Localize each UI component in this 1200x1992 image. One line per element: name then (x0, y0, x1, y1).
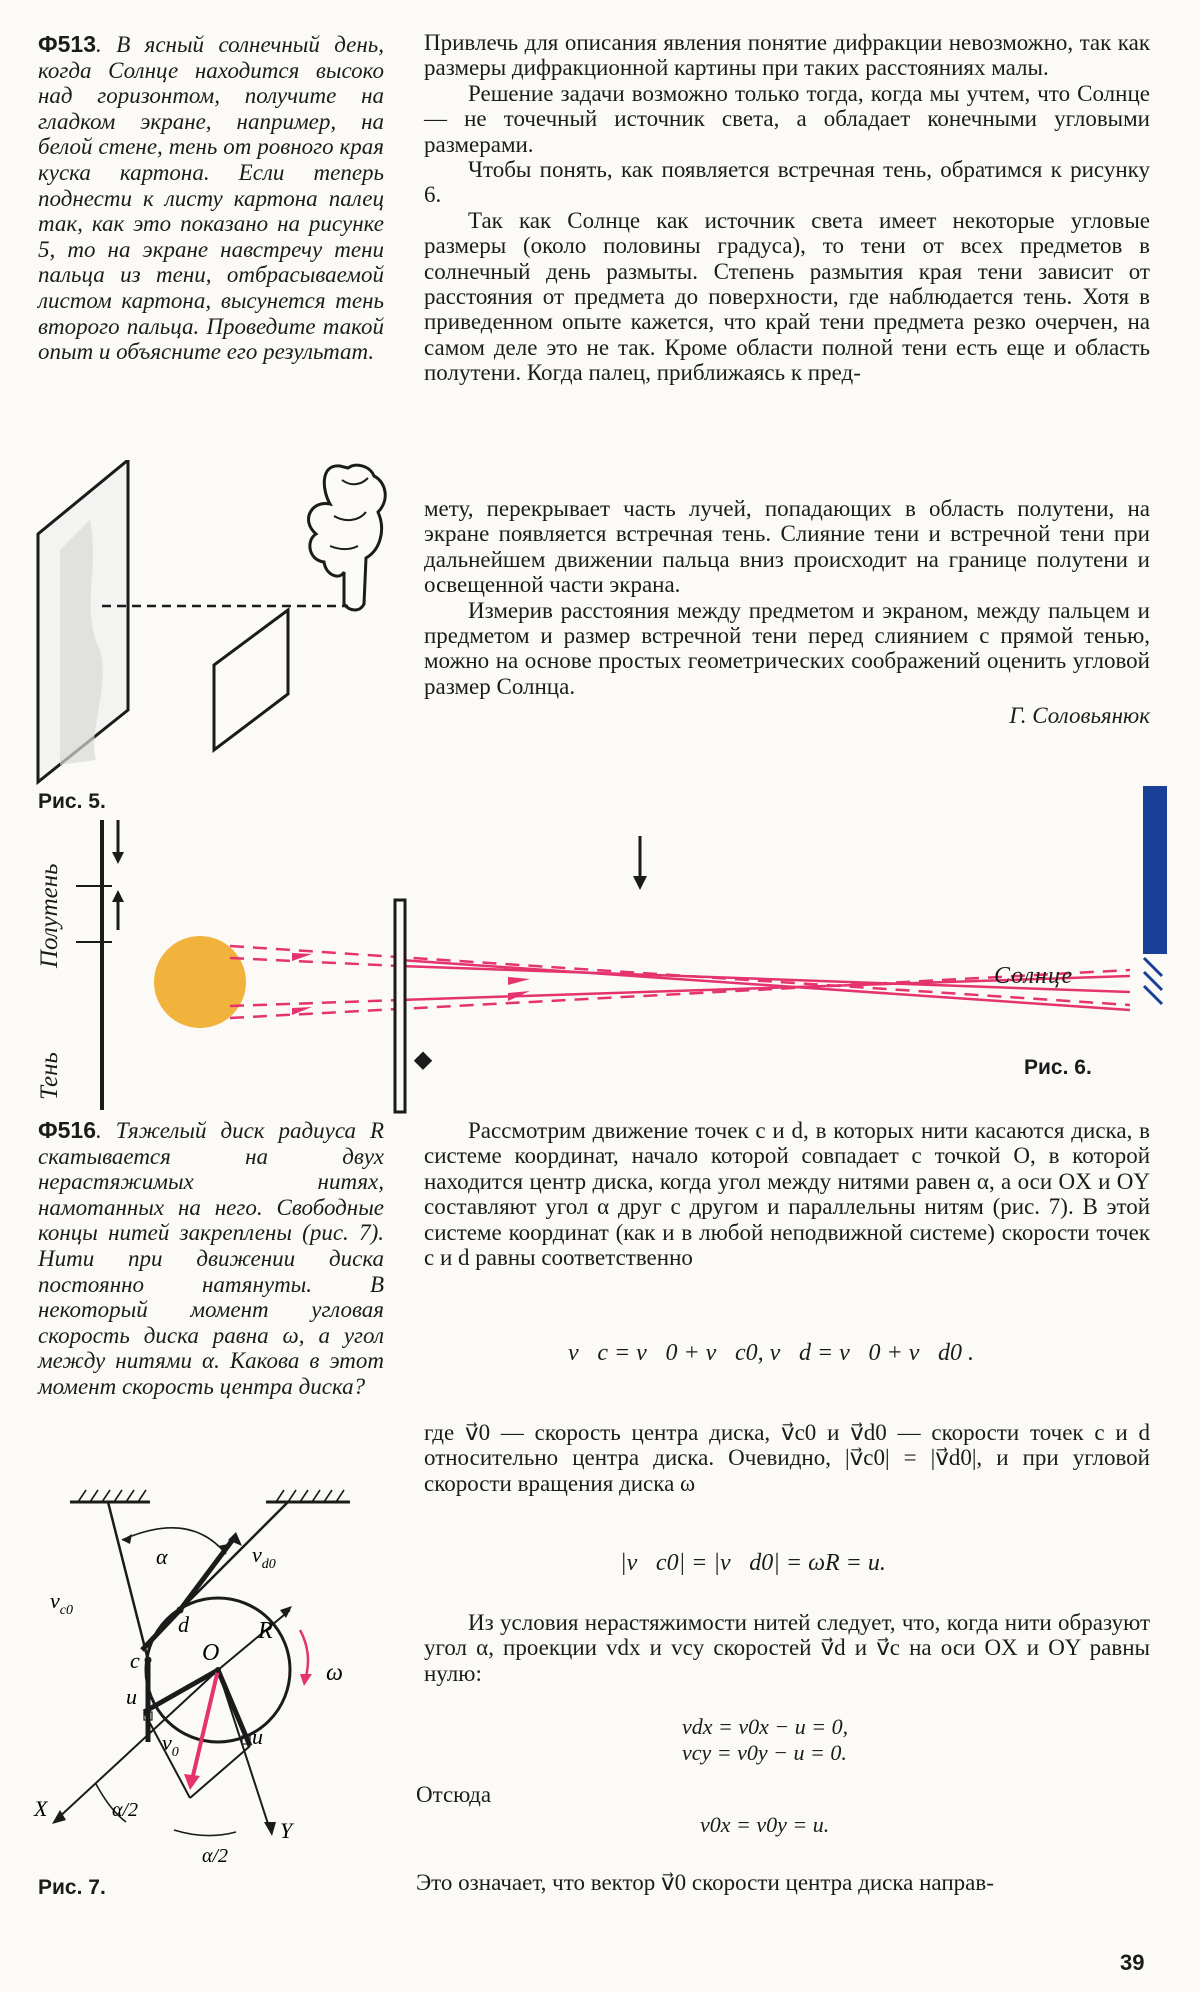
problem-516-number: Ф516 (38, 1117, 97, 1143)
fig6-arrow-up-icon (112, 890, 124, 902)
fig7-omega-arrow-icon (300, 1674, 312, 1686)
fig7-omega-arrow (300, 1630, 308, 1676)
fig7-label-u2: u (252, 1724, 263, 1749)
problem-513-number: Ф513 (38, 31, 97, 57)
solution-516-eq1: v⃗c = v⃗0 + v⃗c0, v⃗d = v⃗0 + v⃗d0 . (568, 1340, 975, 1366)
fig7-label-omega: ω (326, 1660, 343, 1686)
problem-513-body: В ясный солнечный день, когда Солнце находится высоко над горизонтом, получите на гладком экране, например, на белой стене, тень от ровного края куска картона. Если теперь поднести к листу картона палец так, как это показано на рисунке 5, то на экране навстречу тени пальца из тени, отбрасываемой листом картона, высунется тень второго пальца. Проведите такой опыт и объясните его результат. (38, 32, 384, 365)
fig7-center-to-u (218, 1670, 250, 1746)
fig7-proj-2 (144, 1712, 190, 1798)
fig6-label-penumbra: Полутень (36, 863, 63, 968)
fig7-label-alpha: α (156, 1544, 168, 1569)
problem-516-body: Тяжелый диск радиуса R скатывается на двух нерастяжимых нитях, намотанных на него. Свободные концы нитей закреплены (рис. 7). Нити при движении диска постоянно натянуты. В некоторый момент угловая скорость диска равна ω, а угол между нитями α. Какова в этот момент скорость центра диска? (38, 1118, 385, 1399)
figure-5 (30, 460, 420, 790)
solution-516-eq3b: vcy = v0y − u = 0. (682, 1740, 847, 1765)
fig7-label-y: Y (280, 1818, 293, 1843)
solution-513-lower (424, 496, 1150, 729)
solution-513-p4: Так как Солнце как источник света имеет некоторые угловые размеры (около половины градуса), то тени от всех предметов в солнечный день размыты. Степень размытия края тени зависит от расстояния от предмета до поверхности, где наблюдается тень. Хотя в приведенном опыте кажется, что край тени предмета резко очерчен, на самом деле это не так. Кроме области полной тени есть еще и область полутени. Когда палец, приближаясь к пред- (424, 207, 1150, 386)
fig7-label-r: R (258, 1618, 273, 1644)
fig7-alpha-arc (122, 1528, 226, 1554)
solution-516-eq2: |v⃗c0| = |v⃗d0| = ωR = u. (620, 1550, 886, 1576)
fig7-label-vc0: $v_{c0}$ (50, 1588, 73, 1618)
solution-513-p3: Чтобы понять, как появляется встречная тень, обратимся к рисунку 6. (424, 157, 1150, 208)
problem-513-text: Ф513. В ясный солнечный день, когда Солнце находится высоко над горизонтом, получите на гладком экране, например, на белой стене, тень от ровного края куска картона. Если теперь поднести к листу картона палец так, как это показано на рисунке 5, то на экране навстречу тени пальца из тени, отбрасываемой листом картона, высунется тень второго пальца. Проведите такой опыт и объясните его результат. (38, 31, 384, 365)
fig6-finger-arrow-icon (633, 876, 647, 890)
solution-513-p2: Решение задачи возможно только тогда, когда мы учтем, что Солнце — не точечный источник света, а обладает конечными угловыми размерами. (424, 80, 1150, 157)
page-number: 39 (1120, 1950, 1145, 1975)
fig7-radius (218, 1610, 290, 1670)
solution-513-author: Г. Соловьянюк (1009, 703, 1150, 729)
fig7-label-vd0: $v_{d0}$ (252, 1542, 276, 1572)
fig7-label-v0: $v_0$ (162, 1730, 179, 1760)
fig7-thread-left (108, 1502, 148, 1660)
fig7-thread-right (180, 1502, 288, 1610)
solution-516-p5: Это означает, что вектор v⃗0 скорости центра диска направ- (416, 1870, 994, 1895)
solution-513-upper (424, 30, 1150, 386)
fig6-arrow-down-icon (112, 852, 124, 864)
fig7-label-d: d (178, 1612, 189, 1637)
fig6-caption: Рис. 6. (1024, 1056, 1092, 1079)
fig5-cardboard (214, 610, 288, 750)
fig7-axis-x (56, 1670, 218, 1820)
solution-516-eq4: v0x = v0y = u. (700, 1812, 830, 1837)
fig7-point-o (215, 1667, 221, 1673)
figure-7 (30, 1480, 400, 1880)
fig6-finger (414, 1052, 432, 1070)
fig5-hand (309, 465, 386, 610)
solution-513-p6: Измерив расстояния между предметом и экраном, между пальцем и предметом и размер встречной тени перед слиянием с прямой тенью, можно на основе простых геометрических соображений оценить угловой размер Солнца. (424, 597, 1150, 699)
solution-516-p2: где v⃗0 — скорость центра диска, v⃗c0 и v⃗d0 — скорости точек c и d относительно центра диска. Очевидно, |v⃗c0| = |v⃗d0|, и при угловой скорости вращения диска ω (424, 1420, 1150, 1496)
fig7-label-half1: α/2 (112, 1799, 139, 1821)
fig6-sun (154, 936, 246, 1028)
figure-6 (30, 780, 1170, 1120)
fig7-label-half2: α/2 (202, 1845, 229, 1867)
fig7-center-to-c (144, 1670, 218, 1712)
fig6-label-sun: Солнце (994, 963, 1074, 989)
fig5-hand-lines (330, 478, 368, 549)
fig7-label-c: c (130, 1648, 140, 1673)
fig7-label-x: X (34, 1796, 48, 1821)
solution-513-p5: мету, перекрывает часть лучей, попадающих в область полутени, на экране появляется встречная тень. Слияние тени и встречной тени при дальнейшем движении пальца вниз происходит на границе полутени и освещенной части экрана. (424, 496, 1150, 598)
fig7-axis-y-arrow-icon (264, 1822, 276, 1836)
fig7-label-o: O (202, 1640, 220, 1666)
fig6-cardboard (395, 900, 405, 1112)
solution-513-p1: Привлечь для описания явления понятие дифракции невозможно, так как размеры дифракционной картины при таких расстояниях малы. (424, 30, 1150, 81)
solution-516-p1: Рассмотрим движение точек c и d, в которых нити касаются диска, в системе координат, начало которой совпадает с точкой O, в которой находится центр диска, когда угол между нитями равен α, а оси OX и OY составляют угол α друг с другом и параллельны нитям (рис. 7). В этой системе координат (как и в любой неподвижной системе) скорости точек c и d равны соответственно (424, 1118, 1150, 1271)
fig7-hatch (78, 1490, 344, 1502)
fig6-label-shadow: Тень (36, 1052, 63, 1100)
fig7-vd0-vector (142, 1610, 180, 1650)
fig7-half-arc-2 (174, 1830, 236, 1836)
fig7-caption: Рис. 7. (38, 1876, 106, 1899)
fig7-v0-arrow-icon (184, 1774, 200, 1790)
solution-516-eq3a: vdx = v0x − u = 0, (682, 1714, 849, 1739)
fig7-point-c (145, 1657, 152, 1664)
fig7-label-u1: u (126, 1684, 137, 1709)
solution-516-p4: Отсюда (416, 1782, 492, 1807)
fig5-caption: Рис. 5. (38, 790, 106, 813)
fig6-screen (1143, 786, 1167, 954)
solution-516-p3: Из условия нерастяжимости нитей следует, что, когда нити образуют угол α, проекции vdx и vcy скоростей v⃗d и v⃗c на оси OX и OY равны нулю: (424, 1610, 1150, 1686)
fig7-v0-vector (192, 1670, 218, 1780)
problem-516-text: Ф516. Тяжелый диск радиуса R скатывается на двух нерастяжимых нитях, намотанных на него. Свободные концы нитей закреплены (рис. 7). Нити при движении диска постоянно натянуты. В некоторый момент угловая скорость диска равна ω, а угол между нитями α. Какова в этот момент скорость центра диска? (38, 1117, 385, 1399)
fig6-screen-hatch (1144, 958, 1162, 1004)
